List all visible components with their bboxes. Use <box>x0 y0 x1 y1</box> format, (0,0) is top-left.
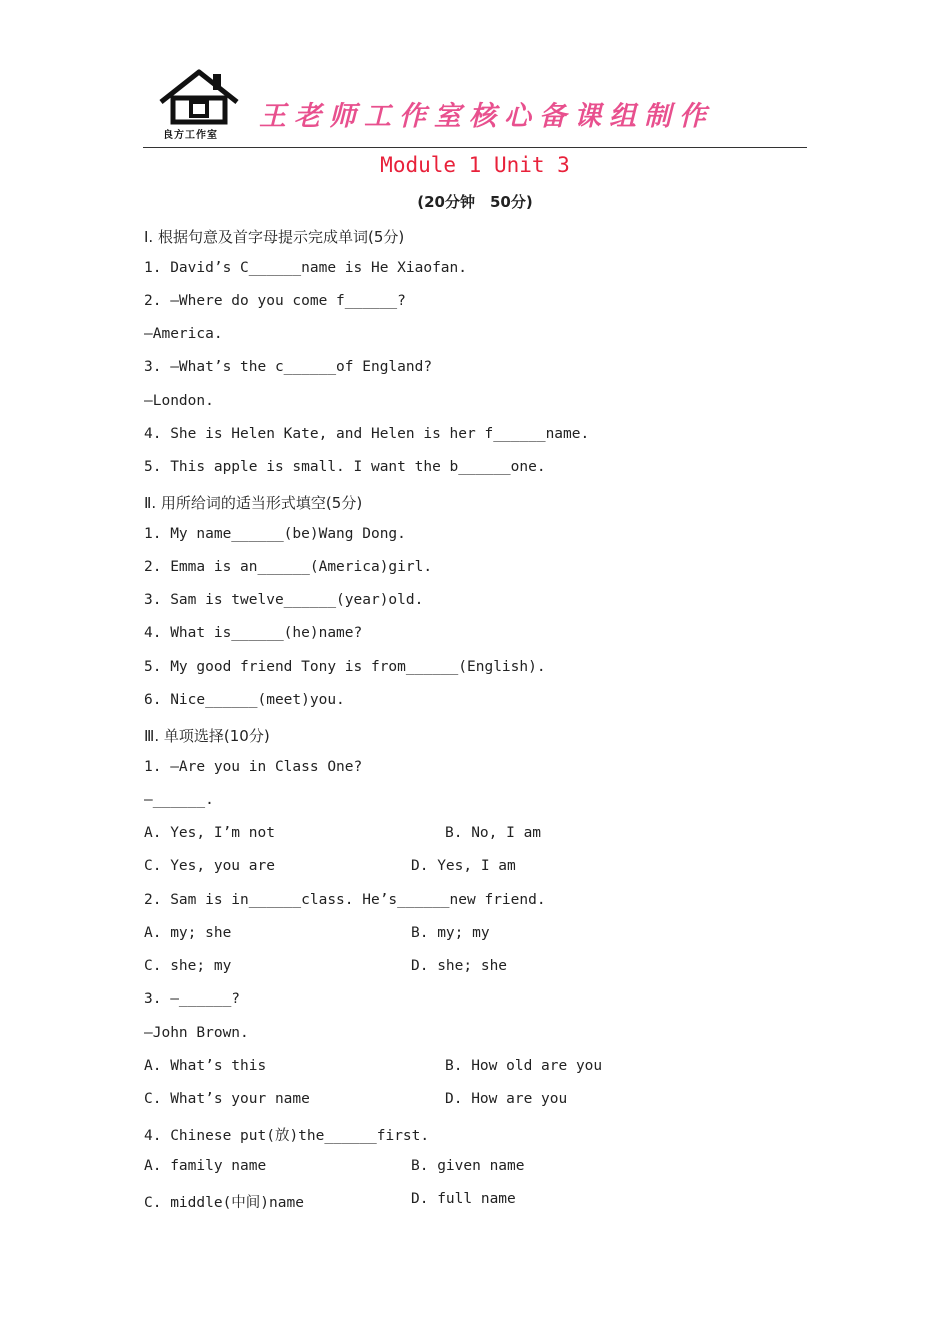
option-c: C. Yes, you are <box>144 858 275 874</box>
header-banner: 王老师工作室核心备课组制作 <box>259 101 714 132</box>
page-title: Module 1 Unit 3 <box>380 153 570 177</box>
exercise-line: 2. —Where do you come f______? <box>144 293 406 309</box>
option-b: B. How old are you <box>445 1058 603 1074</box>
option-a: A. Yes, I’m not <box>144 825 275 841</box>
option-d: D. How are you <box>445 1091 568 1107</box>
answer-line: —John Brown. <box>144 1025 249 1041</box>
option-b: B. my; my <box>411 925 490 941</box>
exercise-line: 1. David’s C______name is He Xiaofan. <box>144 260 468 276</box>
exercise-line: 5. This apple is small. I want the b______one. <box>144 459 546 475</box>
question-stem: 3. —______? <box>144 991 241 1007</box>
option-d: D. Yes, I am <box>411 858 516 874</box>
option-c: C. middle(中间)name <box>144 1195 304 1211</box>
header-divider <box>143 147 807 148</box>
option-c: C. What’s your name <box>144 1091 310 1107</box>
exercise-line: 6. Nice______(meet)you. <box>144 692 345 708</box>
option-d: D. she; she <box>411 958 508 974</box>
exercise-line: 4. She is Helen Kate, and Helen is her f______name. <box>144 426 590 442</box>
exercise-line: —London. <box>144 393 214 409</box>
exercise-line: 4. What is______(he)name? <box>144 625 363 641</box>
answer-blank: —______. <box>144 792 214 808</box>
exercise-line: 2. Emma is an______(America)girl. <box>144 559 433 575</box>
section-2-heading: Ⅱ. 用所给词的适当形式填空(5分) <box>144 494 363 512</box>
option-d: D. full name <box>411 1191 516 1207</box>
exercise-line: 1. My name______(be)Wang Dong. <box>144 526 406 542</box>
question-stem: 1. —Are you in Class One? <box>144 759 363 775</box>
exercise-line: 3. —What’s the c______of England? <box>144 359 433 375</box>
option-a: A. family name <box>144 1158 267 1174</box>
option-a: A. What’s this <box>144 1058 267 1074</box>
option-b: B. No, I am <box>445 825 542 841</box>
option-a: A. my; she <box>144 925 232 941</box>
exercise-line: 3. Sam is twelve______(year)old. <box>144 592 424 608</box>
page-header <box>143 64 807 150</box>
exercise-line: 5. My good friend Tony is from______(English). <box>144 659 546 675</box>
section-3-heading: Ⅲ. 单项选择(10分) <box>144 727 270 745</box>
question-stem: 2. Sam is in______class. He’s______new friend. <box>144 892 546 908</box>
page-subtitle: (20分钟 50分) <box>417 193 533 211</box>
question-stem: 4. Chinese put(放)the______first. <box>144 1128 430 1144</box>
section-1-heading: Ⅰ. 根据句意及首字母提示完成单词(5分) <box>144 228 405 246</box>
logo-caption: 良方工作室 <box>163 130 218 141</box>
option-b: B. given name <box>411 1158 525 1174</box>
exercise-line: —America. <box>144 326 223 342</box>
option-c: C. she; my <box>144 958 232 974</box>
